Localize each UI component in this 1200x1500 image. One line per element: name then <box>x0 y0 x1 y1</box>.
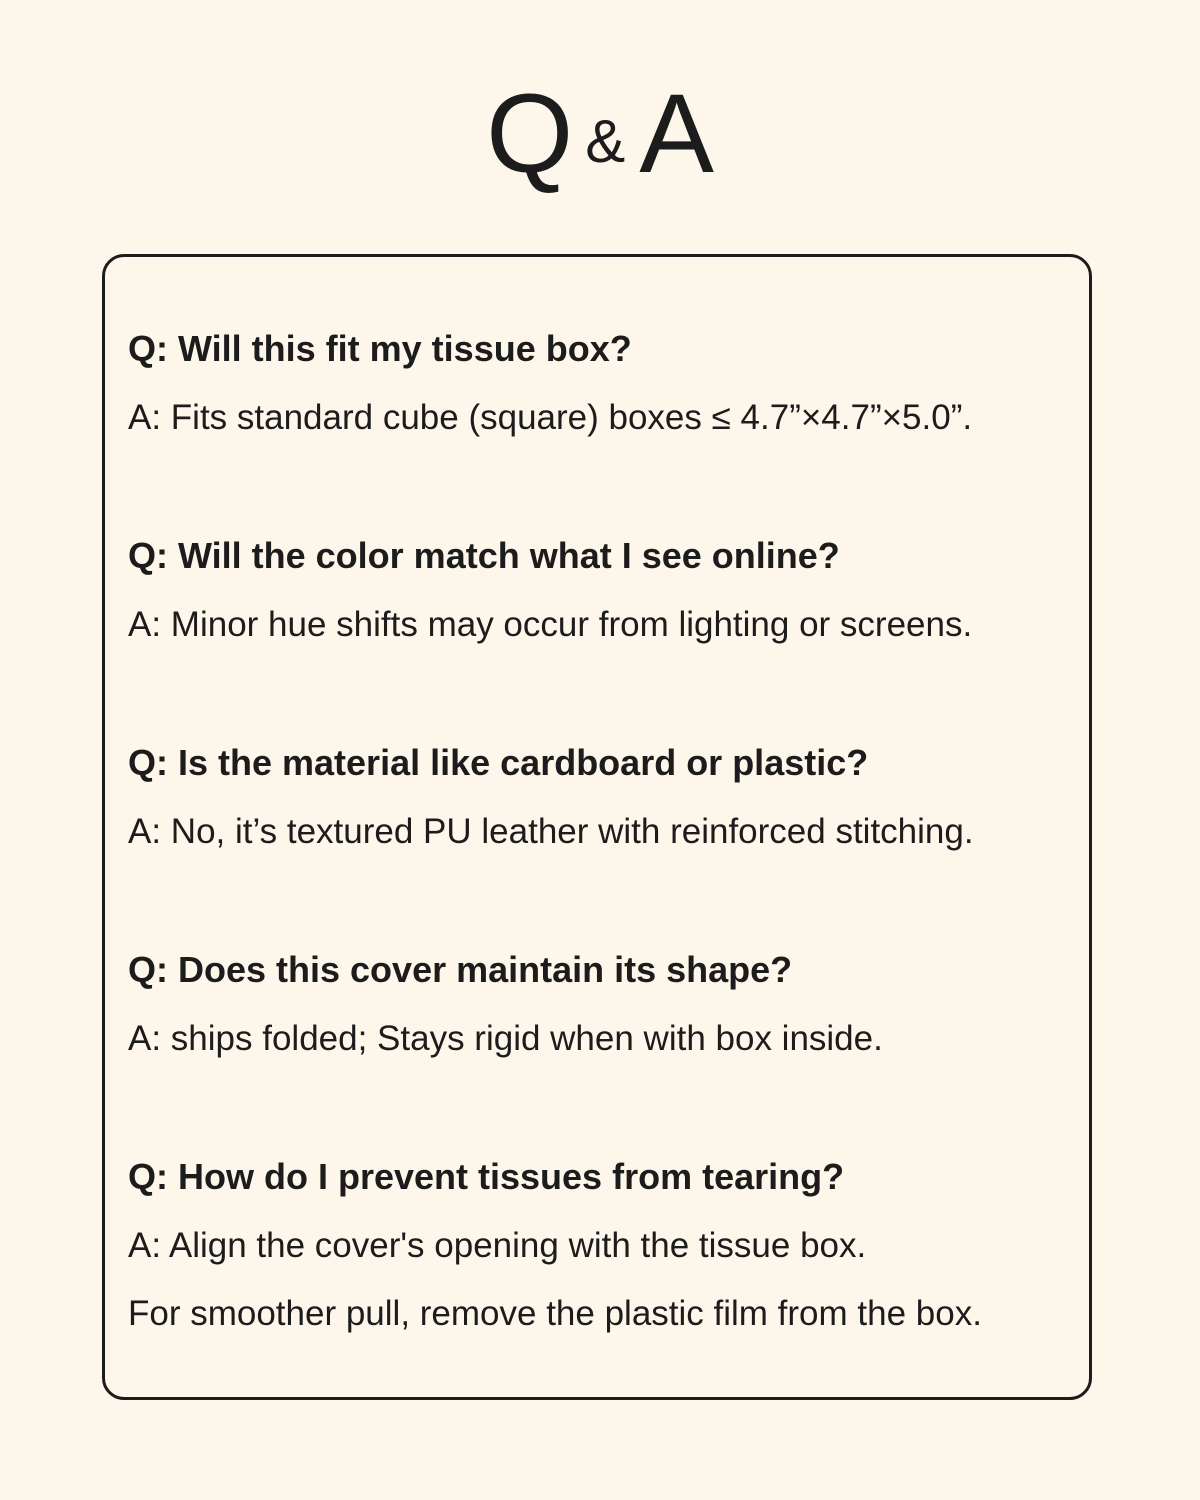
qa-card <box>102 254 1092 1400</box>
question: Q: How do I prevent tissues from tearing? <box>128 1156 845 1197</box>
answer: A: No, it’s textured PU leather with reinforced stitching. <box>128 812 974 851</box>
answer: A: ships folded; Stays rigid when with box inside. <box>128 1019 883 1058</box>
qa-item <box>128 328 1078 437</box>
title-a: A <box>639 71 714 196</box>
page-title <box>0 71 1200 196</box>
title-ampersand: & <box>585 108 626 175</box>
question: Q: Is the material like cardboard or plastic? <box>128 742 869 783</box>
title-q: Q <box>486 71 574 196</box>
answer: A: Minor hue shifts may occur from lighting or screens. <box>128 605 973 644</box>
answer: A: Align the cover's opening with the tissue box. <box>128 1226 867 1265</box>
answer: A: Fits standard cube (square) boxes ≤ 4.7”×4.7”×5.0”. <box>128 398 973 437</box>
qa-item <box>128 949 1078 1058</box>
question: Q: Does this cover maintain its shape? <box>128 949 793 990</box>
qa-item <box>128 1156 1078 1333</box>
question: Q: Will the color match what I see online? <box>128 535 840 576</box>
answer-continued: For smoother pull, remove the plastic film from the box. <box>128 1294 982 1333</box>
qa-item <box>128 742 1078 851</box>
question: Q: Will this fit my tissue box? <box>128 328 632 369</box>
qa-item <box>128 535 1078 644</box>
